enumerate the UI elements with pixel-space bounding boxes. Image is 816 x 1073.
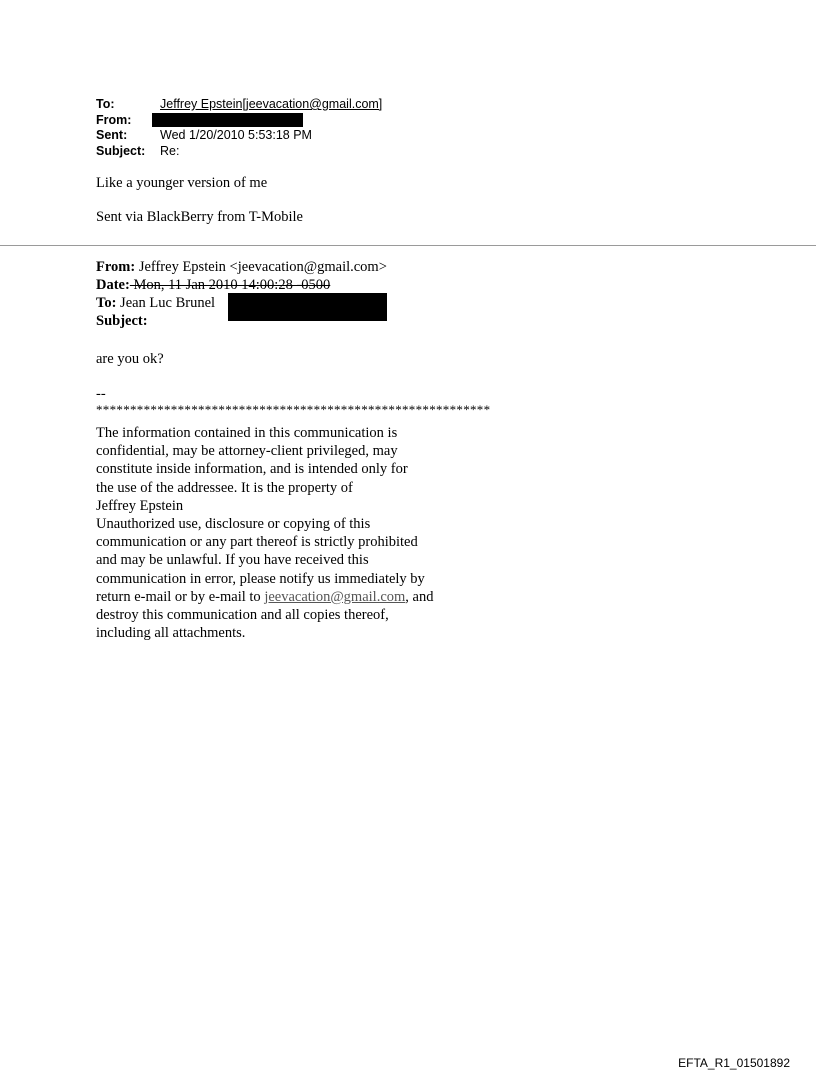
disclaimer-line: including all attachments. — [96, 625, 246, 642]
disclaimer-line: Jeffrey Epstein — [96, 497, 184, 514]
quoted-date-row — [96, 276, 387, 294]
from-label: From: — [96, 112, 132, 127]
disclaimer-line: and may be unlawful. If you have received this — [96, 552, 369, 569]
quoted-to-row — [96, 294, 387, 312]
disclaimer-line: the use of the addressee. It is the property of — [96, 479, 353, 496]
reply-signature: Sent via BlackBerry from T-Mobile — [96, 209, 303, 225]
sent-label: Sent: — [96, 128, 128, 142]
quoted-to-value: Jean Luc Brunel — [116, 295, 216, 311]
quoted-from-label: From: — [96, 259, 136, 275]
header-sent-row — [96, 128, 382, 144]
disclaimer-line: communication in error, please notify us immediately by — [96, 570, 425, 587]
disclaimer-line: confidential, may be attorney-client privileged, may — [96, 443, 398, 460]
email-header — [96, 97, 382, 159]
sent-value: Wed 1/20/2010 5:53:18 PM — [160, 128, 312, 142]
quoted-from-value: Jeffrey Epstein <jeevacation@gmail.com> — [135, 259, 387, 275]
message-divider — [0, 245, 816, 246]
quoted-to-label: To: — [96, 295, 117, 311]
quoted-subject-label: Subject: — [96, 313, 148, 329]
disclaimer-line: Unauthorized use, disclosure or copying of this — [96, 516, 371, 533]
reply-body: Like a younger version of me — [96, 175, 268, 191]
quoted-body: are you ok? — [96, 351, 164, 367]
from-value-redacted — [160, 113, 303, 129]
header-from-row — [96, 113, 382, 129]
subject-value: Re: — [160, 143, 180, 158]
signature-dash: -- — [96, 386, 106, 402]
subject-label: Subject: — [96, 143, 146, 158]
disclaimer-text: return e-mail or by e-mail to — [96, 588, 265, 605]
header-subject-row — [96, 144, 382, 160]
disclaimer-line: The information contained in this communication is — [96, 425, 398, 441]
email-link[interactable]: jeevacation@gmail.com — [264, 588, 406, 605]
quoted-header — [96, 258, 387, 330]
to-value: Jeffrey Epstein[jeevacation@gmail.com] — [160, 97, 383, 111]
disclaimer-line — [96, 588, 433, 606]
quoted-date-label: Date: — [96, 277, 130, 293]
disclaimer-text: , and — [405, 588, 434, 605]
redaction-box — [152, 113, 303, 127]
disclaimer-line: communication or any part thereof is strictly prohibited — [96, 534, 418, 551]
disclaimer-line: destroy this communication and all copies thereof, — [96, 607, 389, 624]
signature-stars: ********************************************************** — [96, 402, 491, 417]
quoted-subject-row — [96, 312, 387, 330]
header-to-row — [96, 97, 382, 113]
to-label: To: — [96, 97, 115, 111]
quoted-date-value: Mon, 11 Jan 2010 14:00:28 -0500 — [129, 277, 331, 293]
document-id: EFTA_R1_01501892 — [678, 1056, 790, 1070]
disclaimer-line: constitute inside information, and is intended only for — [96, 461, 408, 478]
confidentiality-disclaimer — [96, 424, 433, 642]
quoted-from-row — [96, 258, 387, 276]
